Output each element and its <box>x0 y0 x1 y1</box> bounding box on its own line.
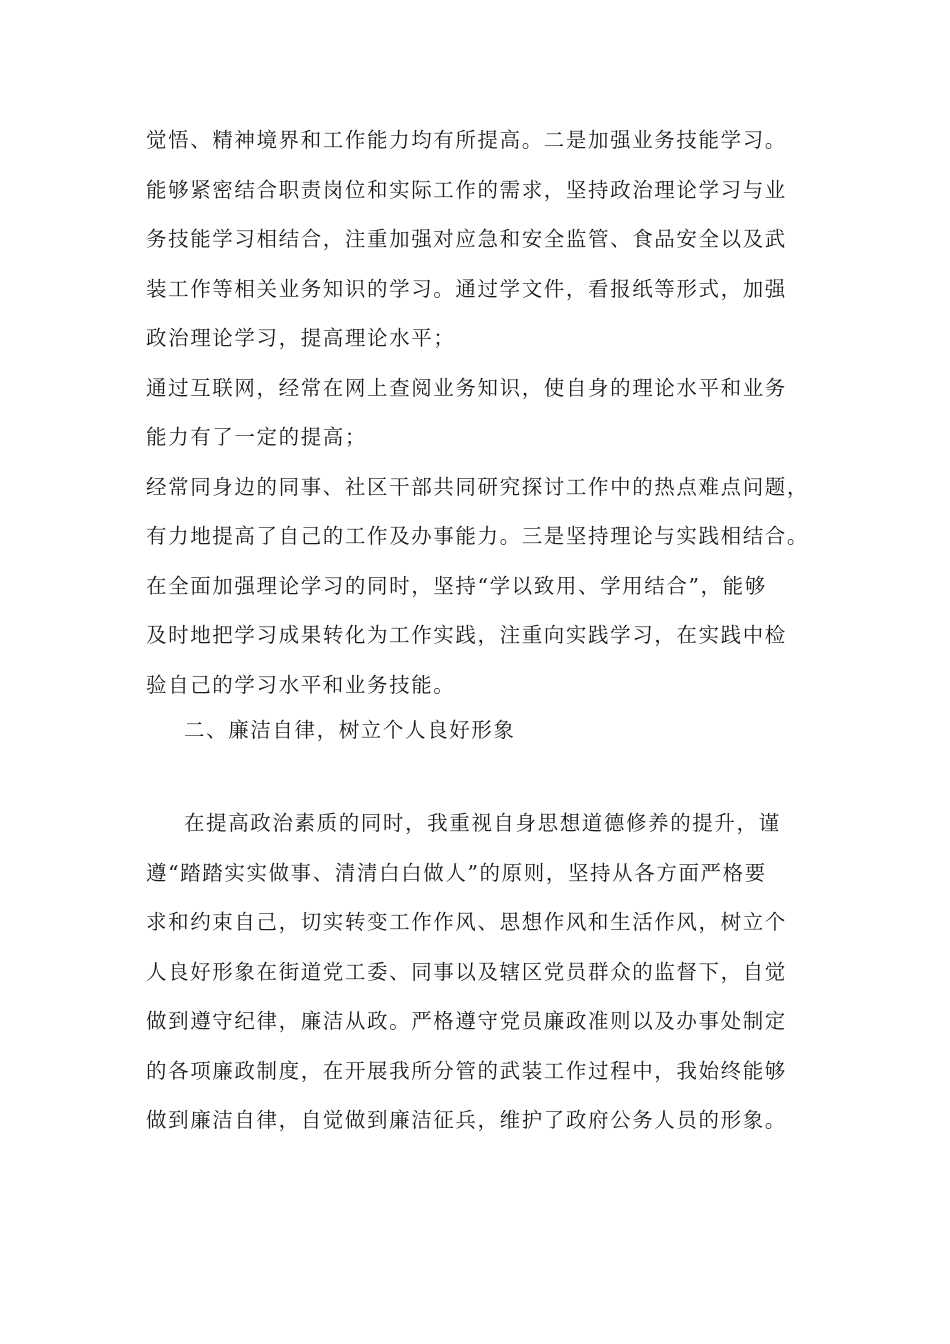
paragraph-study <box>146 128 809 698</box>
text-line: 及时地把学习成果转化为工作实践，注重向实践学习，在实践中检 <box>146 623 787 647</box>
text-line: 求和约束自己，切实转变工作作风、思想作风和生活作风，树立个 <box>146 910 787 934</box>
text-line: 有力地提高了自己的工作及办事能力。三是坚持理论与实践相结合。 <box>146 524 809 548</box>
text-line: 务技能学习相结合，注重加强对应急和安全监管、食品安全以及武 <box>146 227 787 251</box>
text-line: 觉悟、精神境界和工作能力均有所提高。二是加强业务技能学习。 <box>146 128 787 152</box>
text-line: 能够紧密结合职责岗位和实际工作的需求，坚持政治理论学习与业 <box>146 177 787 202</box>
paragraph-integrity <box>146 811 806 1133</box>
text-line: 装工作等相关业务知识的学习。通过学文件，看报纸等形式，加强 <box>146 276 787 301</box>
text-line: 在提高政治素质的同时，我重视自身思想道德修养的提升，谨 <box>184 811 781 835</box>
text-line: 政治理论学习，提高理论水平； <box>146 326 456 350</box>
text-line: 做到廉洁自律，自觉做到廉洁征兵，维护了政府公务人员的形象。 <box>146 1108 787 1132</box>
text-line: 遵“踏踏实实做事、清清白白做人”的原则，坚持从各方面严格要 <box>146 860 767 885</box>
text-line: 通过互联网，经常在网上查阅业务知识，使自身的理论水平和业务 <box>146 375 787 400</box>
section-heading: 二、廉洁自律，树立个人良好形象 <box>184 718 516 742</box>
text-line: 做到遵守纪律，廉洁从政。严格遵守党员廉政准则以及办事处制定 <box>146 1009 787 1033</box>
text-line: 验自己的学习水平和业务技能。 <box>146 672 456 697</box>
text-line: 能力有了一定的提高； <box>146 425 367 449</box>
text-line: 经常同身边的同事、社区干部共同研究探讨工作中的热点难点问题， <box>146 474 809 499</box>
text-line: 在全面加强理论学习的同时，坚持“学以致用、学用结合”，能够 <box>146 573 767 598</box>
text-line: 人良好形象在街道党工委、同事以及辖区党员群众的监督下，自觉 <box>146 959 787 984</box>
text-line: 的各项廉政制度，在开展我所分管的武装工作过程中，我始终能够 <box>146 1058 787 1083</box>
